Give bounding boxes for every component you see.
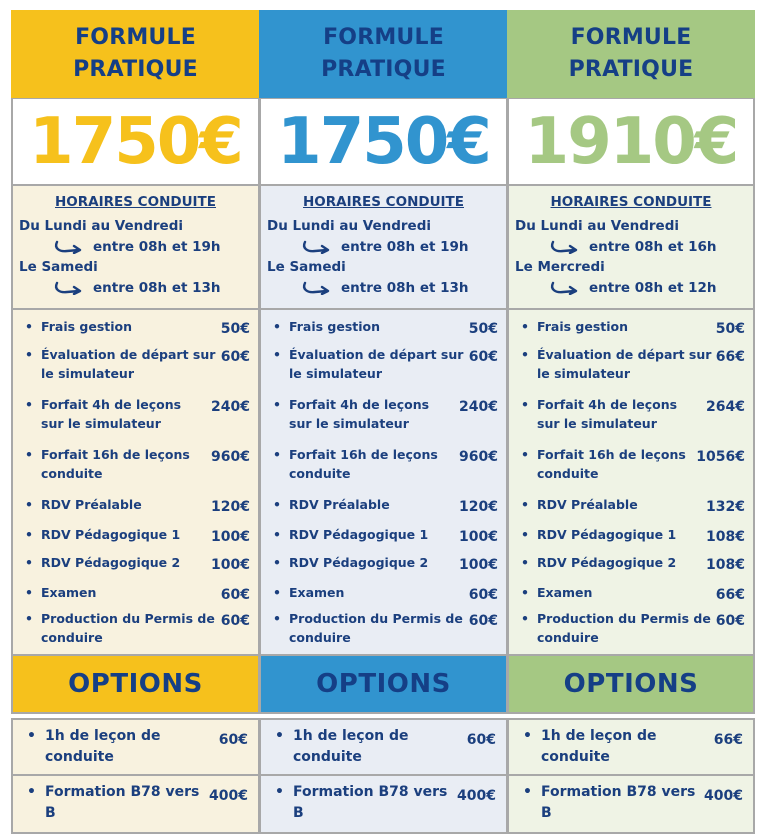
item-price: 120€ — [211, 499, 250, 515]
item-price: 100€ — [211, 557, 250, 573]
curved-arrow-icon — [301, 281, 333, 295]
curved-arrow-icon — [549, 281, 581, 295]
price-item — [517, 526, 745, 547]
plan-title-line1: FORMULE — [75, 25, 196, 50]
bullet-icon: • — [521, 397, 529, 412]
schedule-day: Du Lundi au Vendredi — [19, 218, 183, 234]
option-price: 60€ — [466, 732, 496, 748]
option-label: Formation B78 vers B — [541, 784, 696, 821]
bullet-icon: • — [521, 585, 529, 600]
schedule-time-row — [515, 278, 747, 299]
item-price: 60€ — [468, 587, 498, 603]
curved-arrow-icon — [53, 281, 85, 295]
plan-price: 1750€ — [259, 98, 508, 186]
price-item — [21, 446, 250, 483]
plan-header — [259, 10, 508, 98]
option-item — [259, 718, 508, 776]
item-price: 60€ — [468, 613, 498, 629]
price-item — [269, 446, 498, 483]
schedule-time-row — [267, 278, 500, 299]
item-label: Production du Permis de conduire — [537, 611, 711, 645]
item-price: 108€ — [706, 557, 745, 573]
price-item — [269, 318, 498, 339]
bullet-icon: • — [273, 319, 281, 334]
item-price: 60€ — [468, 349, 498, 365]
item-label: Examen — [289, 585, 345, 600]
item-label: RDV Pédagogique 2 — [41, 555, 181, 570]
bullet-icon: • — [25, 611, 33, 626]
item-price: 108€ — [706, 529, 745, 545]
item-price: 132€ — [706, 499, 745, 515]
option-label: 1h de leçon de conduite — [293, 728, 409, 765]
bullet-icon: • — [25, 555, 33, 570]
options-header: OPTIONS — [259, 656, 508, 714]
bullet-icon: • — [523, 784, 532, 800]
item-label: Forfait 16h de leçons conduite — [41, 447, 190, 481]
schedule-time: entre 08h et 13h — [341, 279, 469, 296]
item-price: 240€ — [211, 399, 250, 415]
price-item — [517, 496, 745, 517]
price-item — [517, 554, 745, 575]
plan-header — [507, 10, 755, 98]
item-label: Forfait 16h de leçons conduite — [289, 447, 438, 481]
item-price: 50€ — [715, 321, 745, 337]
price-item — [21, 496, 250, 517]
price-item — [269, 526, 498, 547]
plan-title-line2: PRATIQUE — [321, 57, 446, 82]
schedule-day: Le Mercredi — [515, 259, 605, 275]
item-label: Forfait 4h de leçons sur le simulateur — [289, 397, 430, 431]
schedule-time: entre 08h et 13h — [93, 279, 221, 296]
item-price: 100€ — [211, 529, 250, 545]
item-price: 1056€ — [696, 449, 745, 465]
options-header: OPTIONS — [507, 656, 755, 714]
bullet-icon: • — [273, 497, 281, 512]
bullet-icon: • — [521, 555, 529, 570]
price-item — [517, 396, 745, 433]
price-item — [269, 584, 498, 605]
item-label: Frais gestion — [537, 319, 629, 334]
schedule-time: entre 08h et 19h — [93, 238, 221, 255]
schedule-day: Le Samedi — [19, 259, 98, 275]
schedule-time: entre 08h et 12h — [589, 279, 717, 296]
plan-column — [507, 10, 755, 834]
schedule-time-row — [267, 237, 500, 258]
item-price: 960€ — [211, 449, 250, 465]
schedule-time: entre 08h et 16h — [589, 238, 717, 255]
item-label: RDV Préalable — [537, 497, 638, 512]
item-label: Forfait 4h de leçons sur le simulateur — [537, 397, 678, 431]
price-items-list — [11, 310, 260, 656]
plan-price: 1910€ — [507, 98, 755, 186]
item-label: RDV Pédagogique 2 — [289, 555, 429, 570]
item-price: 50€ — [468, 321, 498, 337]
item-label: Frais gestion — [289, 319, 381, 334]
plan-column — [259, 10, 508, 834]
options-list — [507, 718, 755, 834]
option-price: 400€ — [457, 788, 496, 804]
bullet-icon: • — [25, 497, 33, 512]
plan-column — [11, 10, 260, 834]
bullet-icon: • — [273, 447, 281, 462]
item-label: Évaluation de départ sur le simulateur — [537, 347, 712, 381]
bullet-icon: • — [521, 319, 529, 334]
price-item — [269, 396, 498, 433]
bullet-icon: • — [25, 347, 33, 362]
price-item — [517, 584, 745, 605]
plan-title-line2: PRATIQUE — [73, 57, 198, 82]
price-item — [517, 610, 745, 647]
price-item — [21, 318, 250, 339]
bullet-icon: • — [273, 527, 281, 542]
schedule-time-row — [515, 237, 747, 258]
curved-arrow-icon — [301, 240, 333, 254]
bullet-icon: • — [275, 784, 284, 800]
item-price: 240€ — [459, 399, 498, 415]
options-list — [11, 718, 260, 834]
price-items-list — [259, 310, 508, 656]
bullet-icon: • — [521, 447, 529, 462]
item-price: 960€ — [459, 449, 498, 465]
item-price: 66€ — [715, 587, 745, 603]
options-list — [259, 718, 508, 834]
option-item — [507, 776, 755, 834]
price-items-list — [507, 310, 755, 656]
driving-hours-box — [507, 186, 755, 310]
bullet-icon: • — [273, 611, 281, 626]
price-item — [21, 346, 250, 383]
option-price: 60€ — [218, 732, 248, 748]
item-label: RDV Pédagogique 1 — [41, 527, 181, 542]
item-price: 60€ — [220, 587, 250, 603]
bullet-icon: • — [25, 397, 33, 412]
bullet-icon: • — [25, 585, 33, 600]
bullet-icon: • — [521, 611, 529, 626]
hours-title: HORAIRES CONDUITE — [55, 194, 216, 210]
plan-header — [11, 10, 260, 98]
schedule-day: Le Samedi — [267, 259, 346, 275]
option-price: 66€ — [713, 732, 743, 748]
price-item — [517, 446, 745, 483]
plan-price: 1750€ — [11, 98, 260, 186]
bullet-icon: • — [273, 347, 281, 362]
item-label: Frais gestion — [41, 319, 133, 334]
price-item — [21, 554, 250, 575]
option-label: 1h de leçon de conduite — [541, 728, 657, 765]
item-label: RDV Pédagogique 1 — [289, 527, 429, 542]
item-price: 100€ — [459, 557, 498, 573]
item-price: 60€ — [220, 349, 250, 365]
item-price: 50€ — [220, 321, 250, 337]
item-price: 60€ — [715, 613, 745, 629]
hours-title: HORAIRES CONDUITE — [550, 194, 712, 210]
schedule-time-row — [19, 237, 252, 258]
item-price: 120€ — [459, 499, 498, 515]
driving-hours-box — [259, 186, 508, 310]
bullet-icon: • — [521, 347, 529, 362]
option-price: 400€ — [209, 788, 248, 804]
bullet-icon: • — [521, 527, 529, 542]
price-item — [269, 346, 498, 383]
bullet-icon: • — [273, 555, 281, 570]
option-price: 400€ — [704, 788, 743, 804]
curved-arrow-icon — [549, 240, 581, 254]
option-label: Formation B78 vers B — [45, 784, 200, 821]
bullet-icon: • — [27, 728, 36, 744]
option-item — [259, 776, 508, 834]
item-label: Production du Permis de conduire — [289, 611, 463, 645]
option-label: 1h de leçon de conduite — [45, 728, 161, 765]
item-price: 100€ — [459, 529, 498, 545]
item-label: RDV Pédagogique 1 — [537, 527, 677, 542]
schedule-day: Du Lundi au Vendredi — [515, 218, 679, 234]
bullet-icon: • — [273, 585, 281, 600]
item-label: RDV Préalable — [289, 497, 390, 512]
bullet-icon: • — [275, 728, 284, 744]
item-label: Évaluation de départ sur le simulateur — [41, 347, 216, 381]
item-label: RDV Préalable — [41, 497, 142, 512]
item-label: Production du Permis de conduire — [41, 611, 215, 645]
bullet-icon: • — [25, 527, 33, 542]
bullet-icon: • — [25, 319, 33, 334]
item-label: Examen — [537, 585, 593, 600]
bullet-icon: • — [27, 784, 36, 800]
item-label: Forfait 16h de leçons conduite — [537, 447, 686, 481]
schedule-time: entre 08h et 19h — [341, 238, 469, 255]
price-item — [517, 318, 745, 339]
option-item — [507, 718, 755, 776]
price-item — [21, 396, 250, 433]
item-label: Forfait 4h de leçons sur le simulateur — [41, 397, 182, 431]
item-label: Évaluation de départ sur le simulateur — [289, 347, 464, 381]
price-item — [269, 554, 498, 575]
bullet-icon: • — [521, 497, 529, 512]
schedule-time-row — [19, 278, 252, 299]
hours-title: HORAIRES CONDUITE — [303, 194, 464, 210]
item-label: RDV Pédagogique 2 — [537, 555, 677, 570]
plan-title-line1: FORMULE — [323, 25, 444, 50]
item-price: 60€ — [220, 613, 250, 629]
bullet-icon: • — [273, 397, 281, 412]
price-item — [269, 496, 498, 517]
bullet-icon: • — [523, 728, 532, 744]
price-item — [269, 610, 498, 647]
price-item — [517, 346, 745, 383]
item-label: Examen — [41, 585, 97, 600]
bullet-icon: • — [25, 447, 33, 462]
options-header: OPTIONS — [11, 656, 260, 714]
option-label: Formation B78 vers B — [293, 784, 448, 821]
plan-title-line2: PRATIQUE — [568, 57, 694, 82]
curved-arrow-icon — [53, 240, 85, 254]
price-item — [21, 584, 250, 605]
price-item — [21, 526, 250, 547]
schedule-day: Du Lundi au Vendredi — [267, 218, 431, 234]
price-item — [21, 610, 250, 647]
item-price: 264€ — [706, 399, 745, 415]
option-item — [11, 718, 260, 776]
plan-title-line1: FORMULE — [570, 25, 692, 50]
item-price: 66€ — [715, 349, 745, 365]
option-item — [11, 776, 260, 834]
driving-hours-box — [11, 186, 260, 310]
